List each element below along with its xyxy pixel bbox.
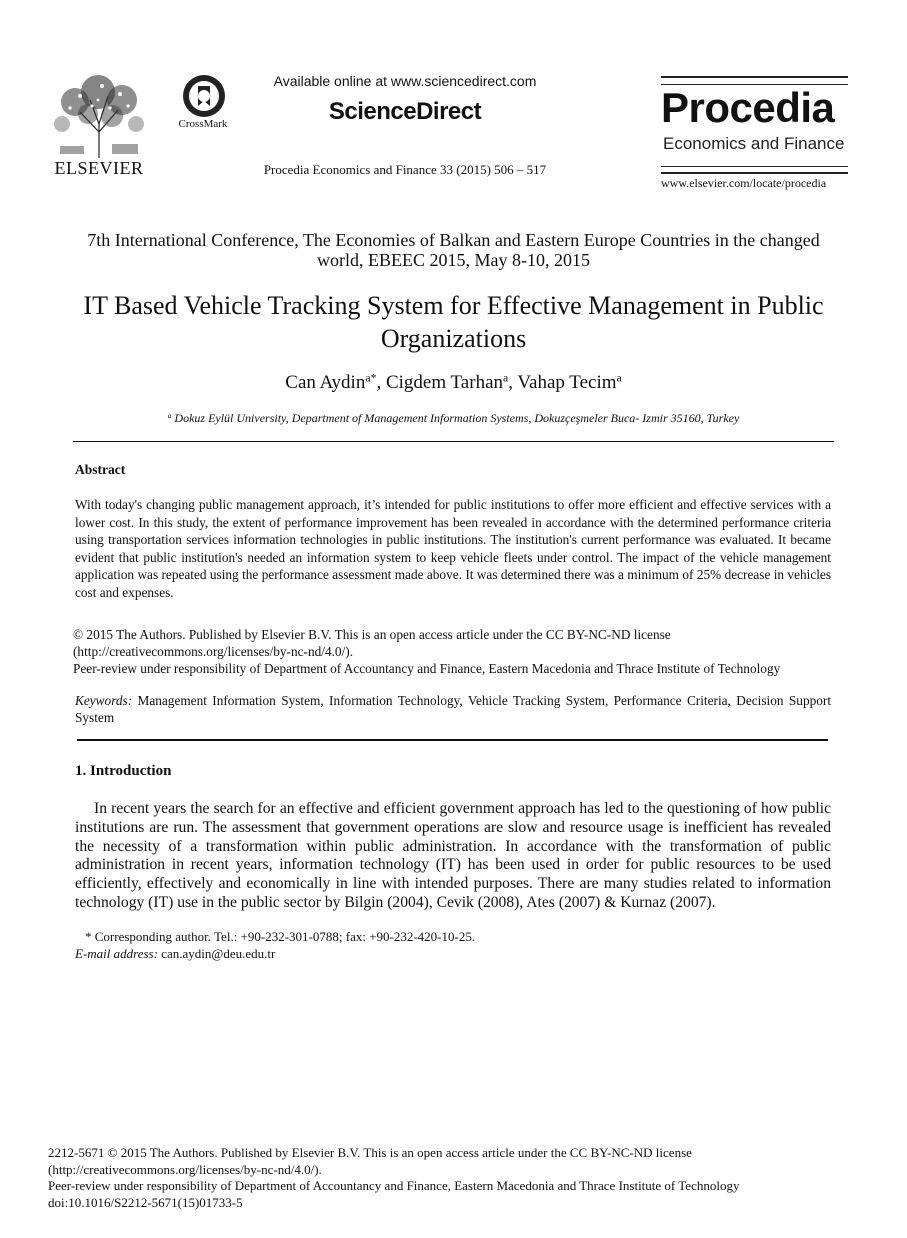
affiliation [60,411,847,426]
abstract-text: With today's changing public management approach, it’s intended for public institutions to offer more efficient and effective services with a lower cost. In this study, the extent of performance improvement has been revealed in accordance with the determined performance criteria using transportation services information technologies in public institutions. The institution's current performance was evaluated. It became evident that public institution's needed an information system to keep vehicle fleets under control. The impact of the vehicle management application was repeated using the performance assessment made above. It was determined there was a minimum of 25% decrease in vehicles cost and expenses. [75,497,831,600]
journal-url-link[interactable]: www.elsevier.com/locate/procedia [661,176,827,190]
affiliation-text: Dokuz Eylül University, Department of Management Information Systems, Dokuzçeşmeler Buca- Izmir 35160, Turkey [174,411,740,425]
procedia-bottom-rule [661,166,848,174]
issn-license-block [48,1145,848,1211]
affiliation-mark: a [167,410,172,420]
copyright-notice [73,626,833,677]
license-link[interactable]: (http://creativecommons.org/licenses/by-nc-nd/4.0/). [73,644,354,659]
available-online-text: Available online at www.sciencedirect.com [273,73,537,89]
procedia-subtitle: Economics and Finance [663,134,845,153]
license-link[interactable]: (http://creativecommons.org/licenses/by-nc-nd/4.0/). [48,1161,322,1177]
keywords [75,692,831,726]
journal-reference: Procedia Economics and Finance 33 (2015) 506 – 517 [263,162,547,177]
divider [73,441,834,442]
keywords-label: Keywords: [75,693,133,708]
author-name: Cigdem Tarhan [385,372,503,393]
author-list: Can Aydin$^{a*}$, Cigdem Tarhan$^a$, Vahap Tecim$^a$ [285,371,622,393]
sciencedirect-wordmark[interactable]: ScienceDirect [328,98,482,125]
author-mark: a [503,371,509,385]
divider [77,739,828,741]
corresponding-author: * Corresponding author. Tel.: +90-232-301-0788; fax: +90-232-420-10-25. [85,929,476,944]
conference-line: 7th International Conference, The Economies of Balkan and Eastern Europe Countries in the changed world, EBEEC 2015, May 8-10, 2015 [87,230,820,270]
copyright-line: © 2015 The Authors. Published by Elsevier B.V. This is an open access article under the CC BY-NC-ND license [73,627,671,642]
author-name: Can Aydin [285,372,366,393]
abstract-heading: Abstract [75,462,126,477]
author-name: Vahap Tecim [517,372,617,393]
email-line [75,946,831,963]
procedia-wordmark: Procedia [661,84,835,131]
doi-link[interactable]: doi:10.1016/S2212-5671(15)01733-5 [48,1194,243,1210]
publisher-wordmark: ELSEVIER [54,158,144,178]
keywords-text: Management Information System, Information Technology, Vehicle Tracking System, Performance Criteria, Decision Support System [75,693,832,725]
peer-review-line: Peer-review under responsibility of Department of Accountancy and Finance, Eastern Macedonia and Thrace Institute of Technology [48,1178,740,1193]
section-heading: 1. Introduction [75,763,172,779]
email-label: E-mail address: [75,945,158,961]
section-body: In recent years the search for an effective and efficient government approach has led to the questioning of how public institutions are run. The assessment that government operations are slow and resource usage is inefficient has revealed the necessity of a transformation within public administration. In accordance with the transformation of public administration in recent years, information technology (IT) has been used in order for public resources to be used efficiently, effectively and economically in line with intended purposes. There are many studies related to information technology (IT) use in the public sector by Bilgin (2004), Cevik (2008), Ates (2007) & Kurnaz (2007). [75,800,831,911]
crossmark-label: CrossMark [178,118,228,130]
footnote [75,929,831,962]
peer-review-line: Peer-review under responsibility of Department of Accountancy and Finance, Eastern Macedonia and Thrace Institute of Technology [73,661,781,676]
issn-line: 2212-5671 © 2015 The Authors. Published by Elsevier B.V. This is an open access article under the CC BY-NC-ND license [48,1145,692,1160]
author-mark: a [616,371,622,385]
email-link[interactable]: can.aydin@deu.edu.tr [161,945,276,961]
author-mark: a* [365,371,377,385]
paper-title: IT Based Vehicle Tracking System for Effective Management in Public Organizations [83,291,824,353]
